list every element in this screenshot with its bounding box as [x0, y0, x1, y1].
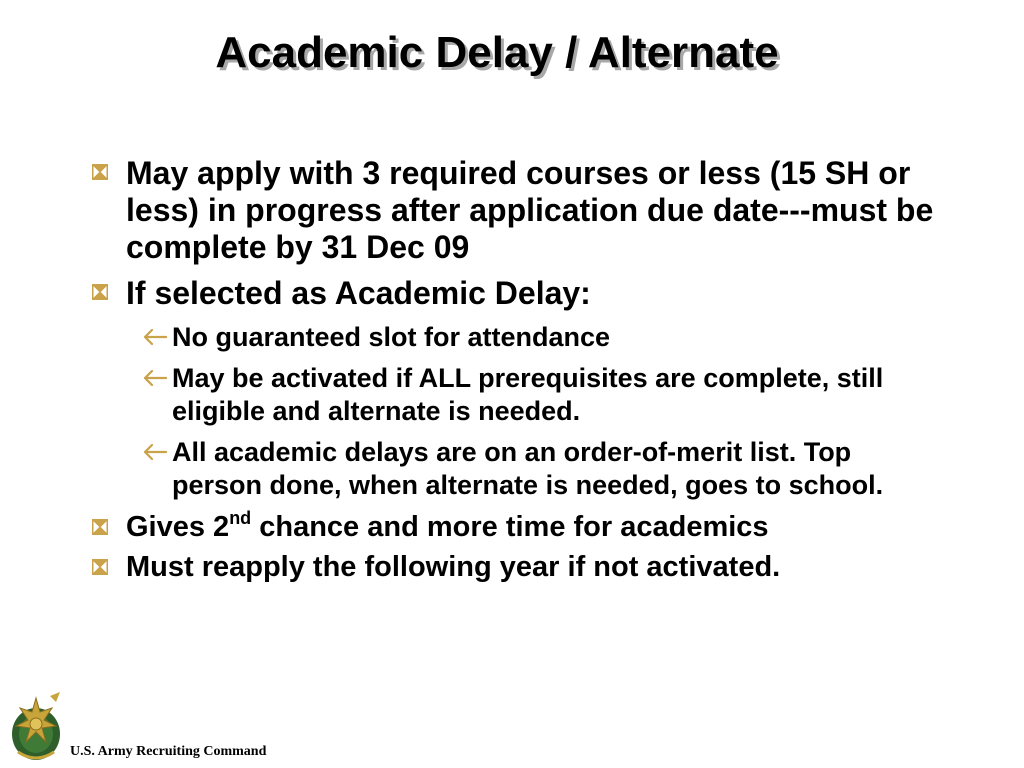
bullet-item — [92, 510, 942, 544]
sub-bullet-text: May be activated if ALL prerequisites are complete, still eligible and alternate is needed. — [172, 363, 884, 426]
bullet-text-before: Gives 2 — [126, 511, 230, 543]
footer-organization: U.S. Army Recruiting Command — [70, 744, 267, 759]
slide-title: Academic Delay / Alternate — [215, 28, 779, 77]
sub-bullet-text: No guaranteed slot for attendance — [172, 322, 611, 352]
sub-bullet-text: All academic delays are on an order-of-merit list. Top person done, when alternate is needed, goes to school. — [172, 437, 884, 500]
sub-bullet-item — [92, 321, 942, 354]
superscript: nd — [229, 508, 252, 528]
maltese-cross-icon — [92, 164, 108, 180]
bullet-text-after: chance and more time for academics — [251, 511, 769, 543]
bullet-item — [92, 550, 942, 584]
bullet-list — [92, 155, 942, 590]
left-arrow-icon — [142, 328, 168, 346]
bullet-item — [92, 275, 942, 312]
left-arrow-icon — [142, 369, 168, 387]
bullet-text: May apply with 3 required courses or less (15 SH or less) in progress after application due date---must be complete by 31 Dec 09 — [126, 155, 934, 265]
bullet-text: If selected as Academic Delay: — [126, 275, 591, 311]
maltese-cross-icon — [92, 284, 108, 300]
left-arrow-icon — [142, 443, 168, 461]
maltese-cross-icon — [92, 519, 108, 535]
sub-bullet-item — [92, 436, 942, 502]
sub-bullet-item — [92, 362, 942, 428]
usarec-insignia-icon — [6, 690, 68, 764]
bullet-text: Must reapply the following year if not activated. — [126, 551, 781, 583]
bullet-item — [92, 155, 942, 266]
maltese-cross-icon — [92, 559, 108, 575]
